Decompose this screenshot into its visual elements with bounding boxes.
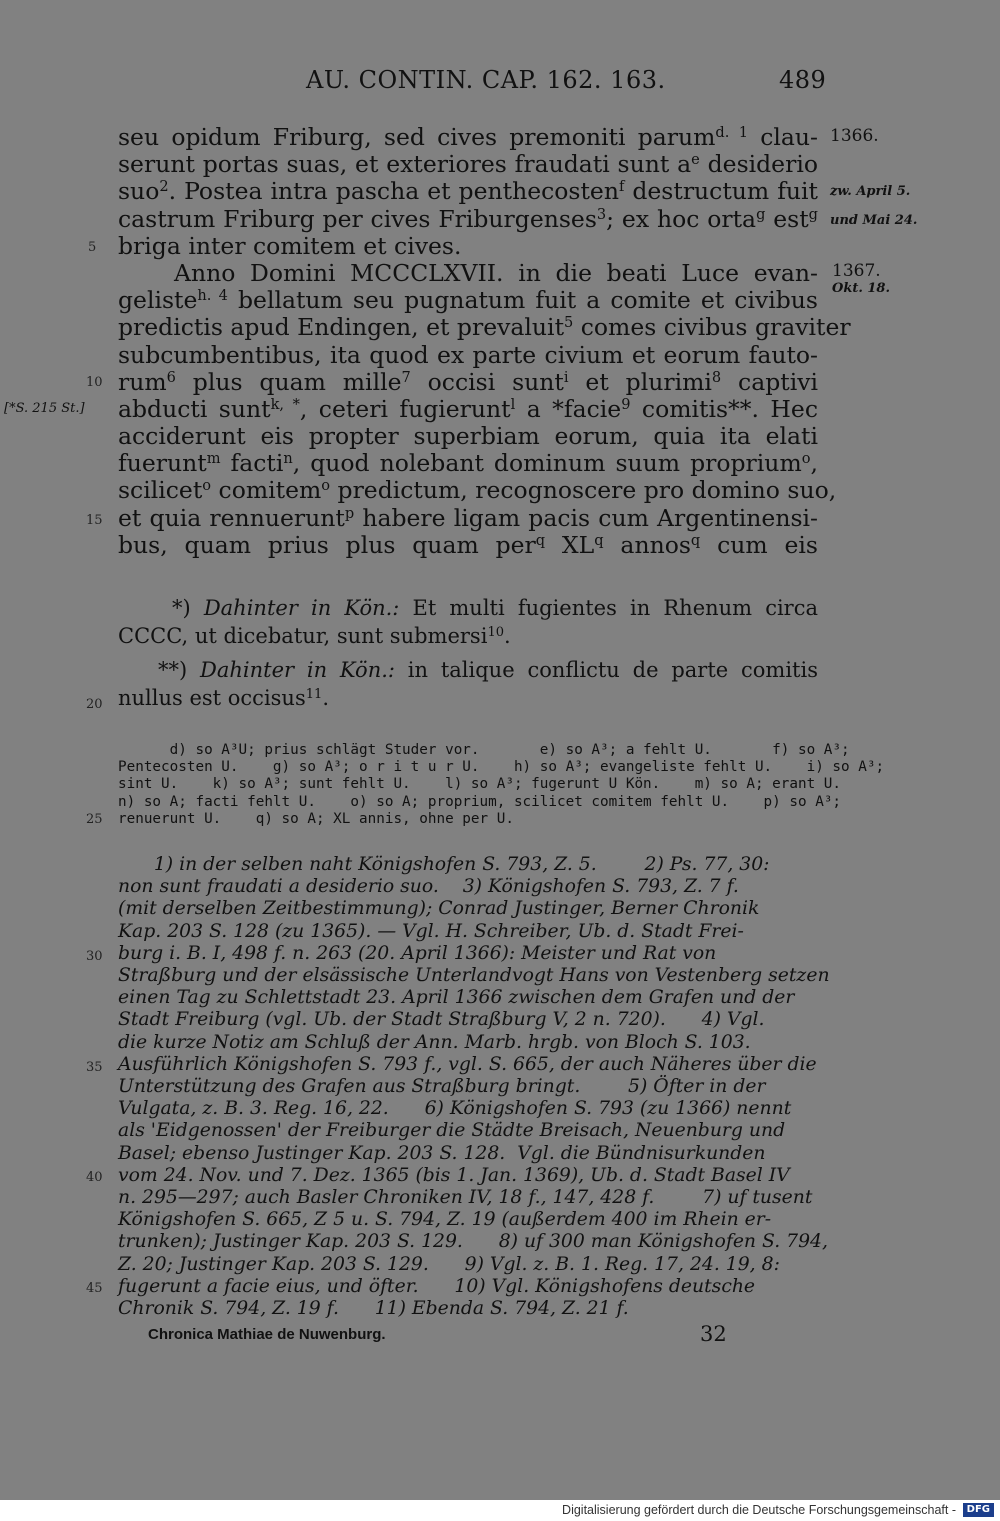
variant-apparatus xyxy=(118,742,884,828)
line-number: 25 xyxy=(86,812,103,827)
footnote-line: Stadt Freiburg (vgl. Ub. der Stadt Straßburg V, 2 n. 720). 4) Vgl. xyxy=(118,1009,765,1031)
footnote-line: vom 24. Nov. und 7. Dez. 1365 (bis 1. Jan. 1369), Ub. d. Stadt Basel IV xyxy=(118,1164,790,1186)
star-note-2: **) Dahinter in Kön.: in talique conflictu de parte comitis nullus est occisus$^{11}$. xyxy=(118,658,818,710)
text-line: seu opidum Friburg, sed cives premoniti parum$^{d. 1}$ clau- xyxy=(118,123,818,151)
margin-date-mai: und Mai 24. xyxy=(830,213,918,228)
footnote-line: burg i. B. I, 498 f. n. 263 (20. April 1366): Meister und Rat von xyxy=(118,942,717,964)
text-line: serunt portas suas, et exteriores fraudati sunt $a^e$ desiderio xyxy=(118,150,818,179)
text-line: abducti sunt$^{k, *}$, ceteri fugierunt$^l$ a *facie$^9$ comitis**. Hec xyxy=(118,394,818,423)
line-number: 35 xyxy=(86,1060,103,1075)
footnote-line: Königshofen S. 665, Z 5 u. S. 794, Z. 19 (außerdem 400 im Rhein er- xyxy=(118,1209,772,1231)
footnote-line: non sunt fraudati a desiderio suo. 3) Königshofen S. 793, Z. 7 f. xyxy=(118,876,739,898)
running-head: AU. CONTIN. CAP. 162. 163. xyxy=(306,66,666,94)
footnote-line: n. 295—297; auch Basler Chroniken IV, 18 f., 147, 428 f. 7) uf tusent xyxy=(118,1187,813,1209)
footnote-line: Basel; ebenso Justinger Kap. 203 S. 128. Vgl. die Bündnisurkunden xyxy=(118,1142,766,1164)
footnote-line: Ausführlich Königshofen S. 793 f., vgl. S. 665, der auch Näheres über die xyxy=(118,1053,817,1075)
text-line: et quia rennuerunt$^p$ habere ligam pacis cum Argentinensi- xyxy=(118,503,818,532)
text-line: briga inter comitem et cives. xyxy=(118,231,462,260)
line-number: 10 xyxy=(86,375,103,390)
footnote-line: Vulgata, z. B. 3. Reg. 16, 22. 6) Königshofen S. 793 (zu 1366) nennt xyxy=(118,1098,792,1120)
text-line: subcumbentibus, ita quod ex parte civium et eorum fauto- xyxy=(118,340,818,369)
text-line: rum$^6$ plus quam mille$^7$ occisi sunt$^i$ et plurimi$^8$ captivi xyxy=(118,367,818,396)
text-line: fuerunt$^m$ facti$^n$, quod nolebant dominum suum proprium$^o$, xyxy=(118,449,818,478)
funding-text: Digitalisierung gefördert durch die Deutsche Forschungsgemeinschaft - xyxy=(562,1503,956,1517)
margin-strasbourg-ref: [*S. 215 St.] xyxy=(4,401,85,416)
text-line: suo$^2$. Postea intra pascha et penthecosten$^f$ destructum fuit xyxy=(118,177,818,206)
line-number: 40 xyxy=(86,1170,103,1185)
line-number: 15 xyxy=(86,513,103,528)
margin-date-1367: 1367. xyxy=(832,261,881,281)
text-line: geliste$^{h. 4}$ bellatum seu pugnatum fuit a comite et civibus xyxy=(118,286,818,315)
footnote-line: 1) in der selben naht Königshofen S. 793, Z. 5. 2) Ps. 77, 30: xyxy=(118,854,770,875)
line-number: 20 xyxy=(86,697,103,712)
dfg-logo-icon[interactable]: DFG xyxy=(963,1503,994,1517)
variant-line: sint U. k) so A³; sunt fehlt U. l) so A³; fugerunt U Kön. m) so A; erant U. xyxy=(118,776,842,793)
text-line: scilicet$^o$ comitem$^o$ predictum, recognoscere pro domino suo, xyxy=(118,476,837,505)
footnote-line: Straßburg und der elsässische Unterlandvogt Hans von Vestenberg setzen xyxy=(118,965,830,987)
footnote-line: einen Tag zu Schlettstadt 23. April 1366 zwischen dem Grafen und der xyxy=(118,987,795,1009)
text-line: acciderunt eis propter superbiam eorum, quia ita elati xyxy=(118,422,818,451)
footnote-line: Kap. 203 S. 128 (zu 1365). — Vgl. H. Schreiber, Ub. d. Stadt Frei- xyxy=(118,920,744,942)
footnote-line: als 'Eidgenossen' der Freiburger die Städte Breisach, Neuenburg und xyxy=(118,1120,786,1142)
text-line: castrum Friburg per cives Friburgenses$^3$; ex hoc orta$^g$ est$^g$ xyxy=(118,204,818,233)
margin-date-okt: Okt. 18. xyxy=(832,281,891,296)
line-number: 5 xyxy=(88,240,97,255)
variant-line: n) so A; facti fehlt U. o) so A; proprium, scilicet comitem fehlt U. p) so A³; xyxy=(118,793,842,810)
footnote-line: trunken); Justinger Kap. 203 S. 129. 8) uf 300 man Königshofen S. 794, xyxy=(118,1231,828,1253)
margin-date-1366: 1366. xyxy=(830,126,879,146)
signature-mark: 32 xyxy=(700,1322,727,1346)
page-number: 489 xyxy=(779,66,827,94)
main-text xyxy=(118,123,851,559)
footnote-line: (mit derselben Zeitbestimmung); Conrad Justinger, Berner Chronik xyxy=(118,898,760,920)
footnote-line: die kurze Notiz am Schluß der Ann. Marb. hrgb. von Bloch S. 103. xyxy=(118,1031,751,1053)
footnotes xyxy=(118,854,830,1320)
margin-date-april: zw. April 5. xyxy=(830,184,911,199)
variant-line: renuerunt U. q) so A; XL annis, ohne per U. xyxy=(118,810,514,827)
variant-line: Pentecosten U. g) so A³; o r i t u r U. h) so A³; evangeliste fehlt U. i) so A³; xyxy=(118,759,885,776)
footnote-line: Z. 20; Justinger Kap. 203 S. 129. 9) Vgl. z. B. 1. Reg. 17, 24. 19, 8: xyxy=(118,1253,780,1275)
footnote-line: Unterstützung des Grafen aus Straßburg bringt. 5) Öfter in der xyxy=(118,1076,766,1098)
text-line: bus, quam prius plus quam per$^q$ $XL^q$ annos$^q$ cum eis xyxy=(118,530,818,559)
variant-line: d) so A³U; prius schlägt Studer vor. e) so A³; a fehlt U. f) so A³; xyxy=(118,742,850,758)
footnote-line: Chronik S. 794, Z. 19 f. 11) Ebenda S. 794, Z. 21 f. xyxy=(118,1298,629,1320)
line-number: 45 xyxy=(86,1281,103,1296)
star-note-1: *) Dahinter in Kön.: Et multi fugientes in Rhenum circa CCCC, ut dicebatur, sunt submersi$^{10}$. xyxy=(118,596,819,648)
book-title: Chronica Mathiae de Nuwenburg. xyxy=(148,1326,386,1343)
text-line: predictis apud Endingen, et prevaluit$^5$ comes civibus graviter xyxy=(118,313,851,342)
line-number: 30 xyxy=(86,949,103,964)
footnote-line: fugerunt a facie eius, und öfter. 10) Vgl. Königshofens deutsche xyxy=(118,1275,756,1297)
text-line: Anno Domini MCCCLXVII. in die beati Luce evan- xyxy=(174,258,818,287)
